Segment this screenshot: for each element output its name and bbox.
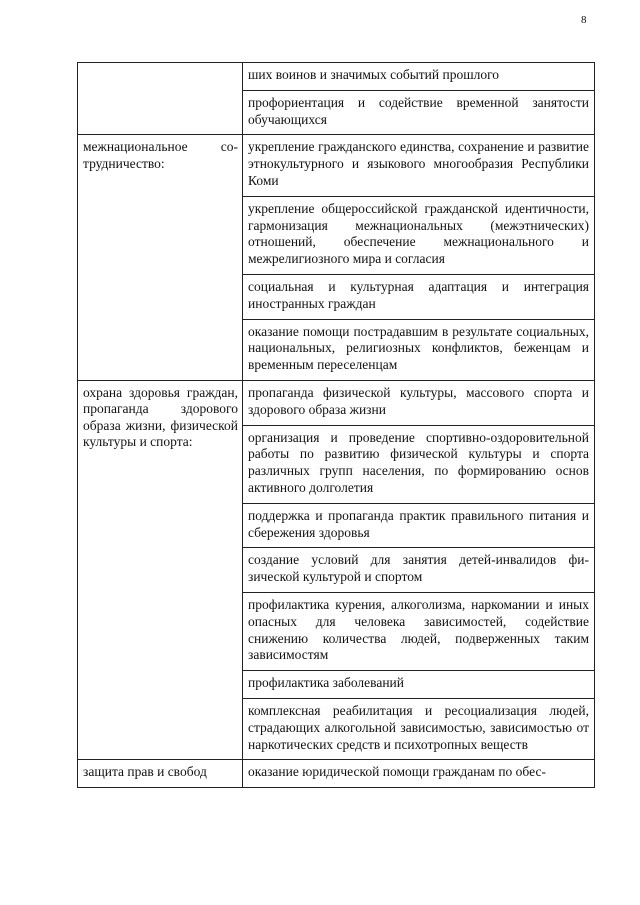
- item-cell: организация и проведение спортивно-оздоровительной работы по развитию физической культуры и спорта различных групп населения, по формированию основ активного долголетия: [243, 425, 595, 503]
- item-cell: профилактика заболеваний: [243, 670, 595, 698]
- table-row: [78, 381, 595, 760]
- item-cell: поддержка и пропаганда практик правильного питания и сбережения здоровья: [243, 503, 595, 548]
- item-cell: пропаганда физической культуры, массового спорта и здорового образа жизни: [243, 381, 595, 425]
- item-cell: профориентация и содействие временной занятости обучающихся: [243, 90, 595, 135]
- category-cell: охрана здоровья граждан, пропаганда здорового образа жизни, физической культуры и спорта:: [78, 381, 243, 759]
- category-cell: межнациональное сотрудничество:: [78, 135, 243, 380]
- table-row: [78, 760, 595, 788]
- item-cell: комплексная реабилитация и ресоциализация людей, страдающих алкогольной зависимостью, зависимостью от наркотических средств и психотропных веществ: [243, 698, 595, 759]
- item-cell: укрепление гражданского единства, сохранение и развитие этнокультурного и языкового многообразия Республики Коми: [243, 135, 595, 195]
- page-number: 8: [581, 14, 587, 26]
- items-column: [243, 760, 595, 787]
- item-cell: профилактика курения, алкоголизма, наркомании и иных опасных для человека зависимостей, содействие снижению количества людей, подверженных таким зависимостям: [243, 592, 595, 670]
- table-row: [78, 63, 595, 135]
- item-cell: ших воинов и значимых событий прошлого: [243, 63, 595, 90]
- items-column: [243, 135, 595, 380]
- item-cell: оказание помощи пострадавшим в результате социальных, национальных, религиозных конфликтов, беженцам и временным переселенцам: [243, 319, 595, 380]
- category-cell: [78, 63, 243, 134]
- item-cell: оказание юридической помощи гражданам по обес-: [243, 760, 595, 787]
- items-column: [243, 63, 595, 134]
- category-cell: защита прав и свобод: [78, 760, 243, 787]
- item-cell: социальная и культурная адаптация и интеграция иностранных граждан: [243, 274, 595, 319]
- item-cell: укрепление общероссийской гражданской идентичности, гармонизация межнациональных (межэтнических) отношений, обеспечение межнационального и межрелигиозного мира и согласия: [243, 196, 595, 274]
- item-cell: создание условий для занятия детей-инвалидов физической культурой и спортом: [243, 547, 595, 592]
- table-row: [78, 135, 595, 381]
- items-column: [243, 381, 595, 759]
- activity-table: [77, 62, 595, 788]
